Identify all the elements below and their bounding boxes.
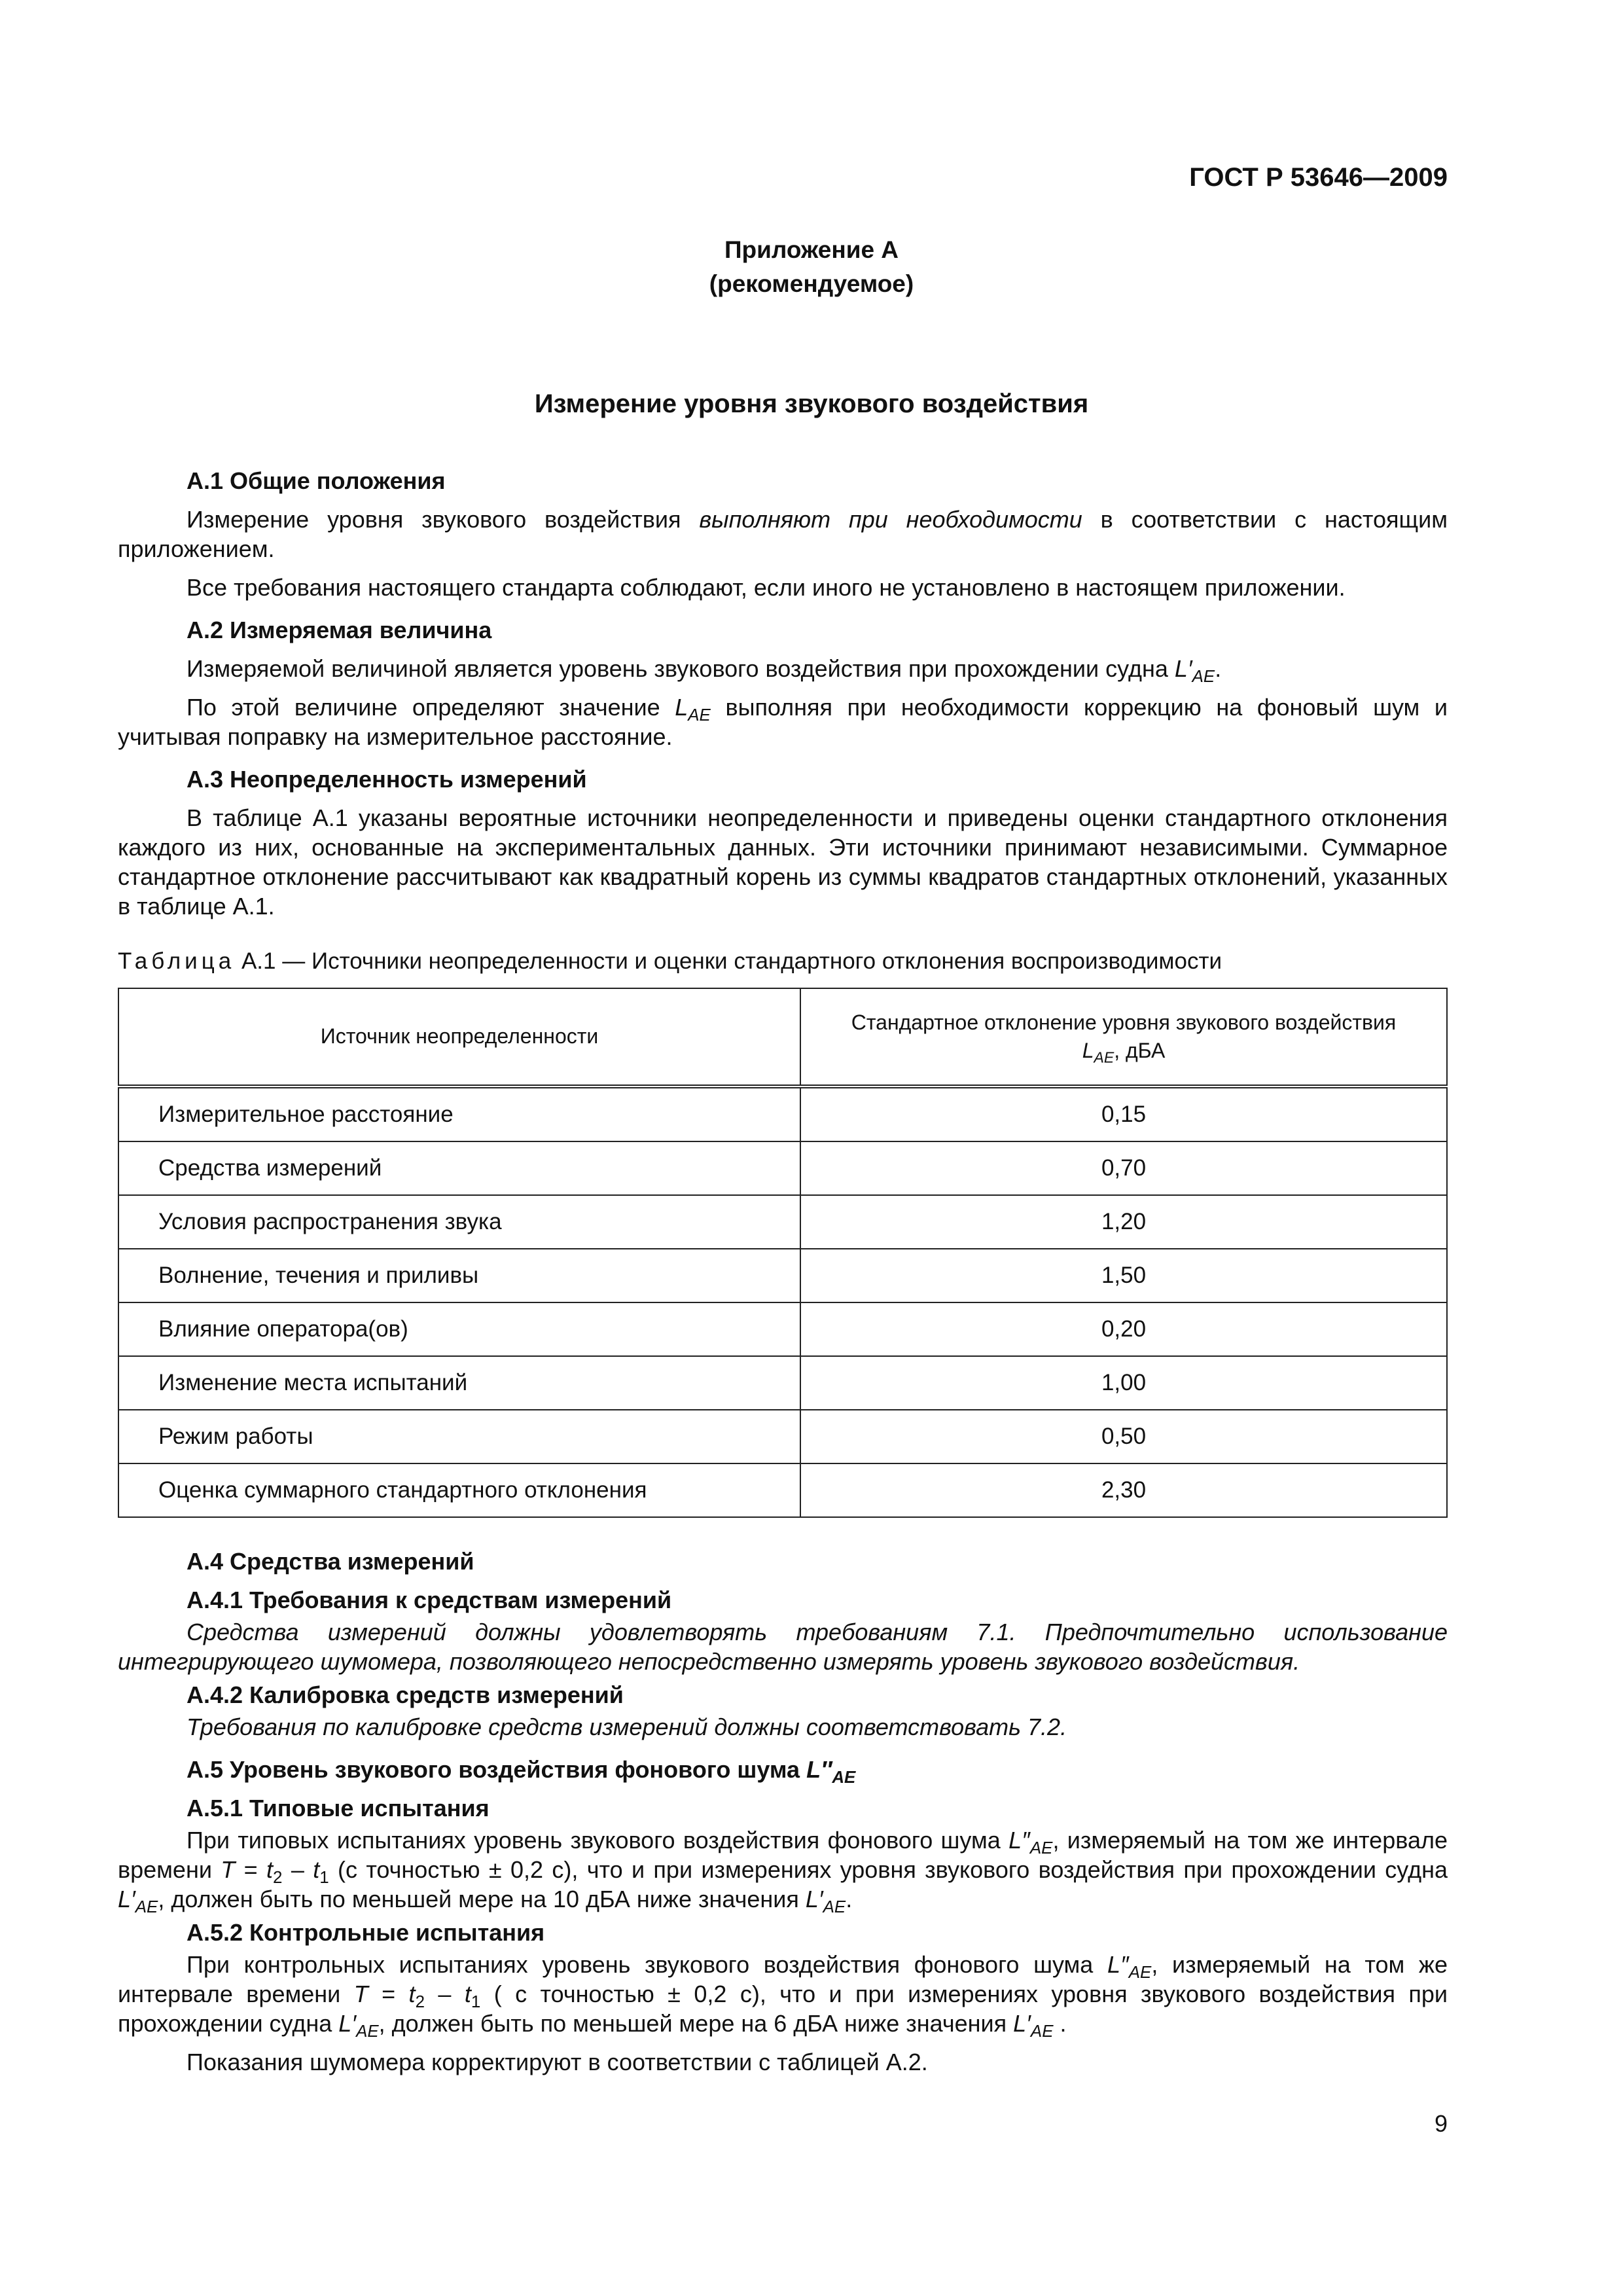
section-a5-heading-text: А.5 Уровень звукового воздействия фонового шума: [187, 1755, 800, 1783]
table-row: [118, 1463, 1447, 1517]
text-span: в соответствии с настоящим приложением.: [118, 506, 1448, 562]
table-row: [118, 1086, 1447, 1141]
annex-title: Измерение уровня звукового воздействия: [534, 389, 1089, 418]
text-span: По этой величине определяют значение: [187, 694, 660, 721]
symbol-lae-double-prime: $L''_{AE}$: [806, 1755, 856, 1787]
table-caption-text: А.1 — Источники неопределенности и оценки стандартного отклонения воспроизводимости: [235, 948, 1222, 974]
section-a42-paragraph: Требования по калибровке средств измерений должны соответствовать 7.2.: [187, 1713, 1067, 1740]
uncertainty-table: [118, 988, 1448, 1518]
text-span: (с точностью ± 0,2 с), что и при измерениях уровня звукового воздействия при прохождении судна: [338, 1856, 1448, 1883]
section-a3-heading: А.3 Неопределенность измерений: [187, 766, 587, 793]
section-a2-paragraph-2: [118, 692, 1448, 751]
italic-text: выполняют при необходимости: [699, 506, 1082, 533]
section-a2-heading: А.2 Измеряемая величина: [187, 617, 492, 643]
annex-type: (рекомендуемое): [709, 270, 914, 297]
formula-t2: t: [408, 1980, 416, 2007]
table-row: [118, 1141, 1447, 1195]
section-a52-heading: А.5.2 Контрольные испытания: [187, 1918, 545, 1946]
section-a3-paragraph-1: В таблице А.1 указаны вероятные источники неопределенности и приведены оценки стандартного отклонения каждого из них, основанные на экспериментальных данных. Эти источники принимают независимыми. Суммарное стандартное отклонение рассчитывают как квадратный корень из суммы квадратов стандартных отклонений, указанных в таблице А.1.: [118, 804, 1448, 920]
table-cell-source: Влияние оператора(ов): [118, 1302, 800, 1356]
table-row: [118, 1356, 1447, 1410]
section-a42-heading: А.4.2 Калибровка средств измерений: [187, 1681, 624, 1708]
symbol-lae-prime: $L'_{AE}$: [1013, 2009, 1054, 2041]
table-cell-value: 0,20: [800, 1302, 1447, 1356]
text-span: При типовых испытаниях уровень звукового воздействия фонового шума: [187, 1826, 1001, 1854]
symbol-lae-prime: $L'_{AE}$: [1174, 655, 1215, 687]
formula-time-interval: T: [221, 1856, 236, 1883]
symbol-lae-double-prime: $L''_{AE}$: [1008, 1826, 1053, 1857]
column-header-deviation: [800, 988, 1447, 1086]
table-row: [118, 1249, 1447, 1302]
section-a41-paragraph: Средства измерений должны удовлетворять требованиям 7.1. Предпочтительно использование интегрирующего шумомера, позволяющего непосредственно измерять уровень звукового воздействия.: [118, 1618, 1448, 1675]
section-a51-heading: А.5.1 Типовые испытания: [187, 1794, 490, 1821]
document-id: ГОСТ Р 53646—2009: [1189, 163, 1448, 192]
symbol-lae-double-prime: $L''_{AE}$: [1107, 1950, 1152, 1982]
annex-header: [0, 233, 1623, 301]
section-a52-paragraph-2: Показания шумомера корректируют в соответствии с таблицей А.2.: [187, 2048, 928, 2075]
table-cell-value: 0,50: [800, 1410, 1447, 1463]
table-cell-source: Оценка суммарного стандартного отклонения: [118, 1463, 800, 1517]
symbol-lae-prime: $L'_{AE}$: [118, 1885, 158, 1916]
formula-t1: t: [464, 1980, 471, 2007]
section-a41-heading: А.4.1 Требования к средствам измерений: [187, 1586, 672, 1613]
formula-t1: t: [313, 1856, 320, 1883]
section-a52-paragraph: При контрольных испытаниях уровень звукового воздействия фонового шума $L''_{AE}$, измеряемый на том же интервале времени $T = t_2 - t_1$ ( с точностью ± 0,2 с), что и при измерениях уровня звукового воздействия при прохождении судна $L'_{AE}$, должен быть по меньшей мере на 6 дБА ниже значения $L'_{AE}$ .: [118, 1950, 1448, 2041]
table-cell-source: Волнение, течения и приливы: [118, 1249, 800, 1302]
table-header-row: [118, 988, 1447, 1086]
text-span: , измеряемый на том же интервале времени: [118, 1826, 1448, 1883]
text-span: , должен быть по меньшей мере на 10 дБА ниже значения: [158, 1885, 799, 1912]
column-header-unit: , дБА: [1114, 1038, 1166, 1062]
text-span: Измеряемой величиной является уровень звукового воздействия при прохождении судна: [187, 655, 1168, 682]
table-cell-value: 1,50: [800, 1249, 1447, 1302]
symbol-lae-prime: $L'_{AE}$: [338, 2009, 379, 2041]
table-row: [118, 1302, 1447, 1356]
annex-body: [118, 466, 1448, 2077]
table-row: [118, 1410, 1447, 1463]
section-a5-heading: [118, 1755, 1448, 1787]
table-caption: [118, 947, 1448, 976]
table-row: [118, 1195, 1447, 1249]
section-a1-paragraph-1: [118, 505, 1448, 564]
text-span: , должен быть по меньшей мере на 6 дБА ниже значения: [378, 2009, 1007, 2037]
table-cell-value: 1,20: [800, 1195, 1447, 1249]
symbol-lae-prime: $L'_{AE}$: [805, 1885, 846, 1916]
formula-t2: t: [266, 1856, 274, 1883]
table-cell-source: Режим работы: [118, 1410, 800, 1463]
table-cell-value: 0,70: [800, 1141, 1447, 1195]
section-a1-heading: А.1 Общие положения: [187, 467, 446, 494]
symbol-lae: $L_{AE}$: [675, 694, 711, 725]
text-span: выполняя при необходимости коррекцию на фоновый шум и учитывая поправку на измерительное расстояние.: [118, 694, 1448, 750]
page-number: 9: [1434, 2110, 1448, 2137]
section-a2-paragraph-1: Измеряемой величиной является уровень звукового воздействия при прохождении судна $L'_{AE}$.: [187, 655, 1222, 687]
section-a4-heading: А.4 Средства измерений: [187, 1547, 474, 1575]
table-cell-source: Измерительное расстояние: [118, 1086, 800, 1141]
table-cell-source: Изменение места испытаний: [118, 1356, 800, 1410]
symbol-lae: $L_{AE}$: [1082, 1038, 1115, 1066]
table-cell-value: 0,15: [800, 1086, 1447, 1141]
text-span: , измеряемый на том же интервале времени: [118, 1950, 1448, 2007]
text-span: При контрольных испытаниях уровень звукового воздействия фонового шума: [187, 1950, 1094, 1978]
table-caption-label: Таблица: [118, 948, 236, 974]
section-a51-paragraph: При типовых испытаниях уровень звукового воздействия фонового шума $L''_{AE}$, измеряемый на том же интервале времени $T = t_2 - t_1$ (с точностью ± 0,2 с), что и при измерениях уровня звукового воздействия при прохождении судна $L'_{AE}$, должен быть по меньшей мере на 10 дБА ниже значения $L'_{AE}$.: [118, 1826, 1448, 1916]
table-cell-value: 1,00: [800, 1356, 1447, 1410]
text-span: ( с точностью ± 0,2 с), что и при измерениях уровня звукового воздействия при прохождении судна: [118, 1980, 1448, 2037]
formula-time-interval: T: [353, 1980, 368, 2007]
annex-label: Приложение А: [724, 236, 899, 263]
section-a1-paragraph-2: Все требования настоящего стандарта соблюдают, если иного не установлено в настоящем приложении.: [187, 574, 1346, 601]
text-span: Измерение уровня звукового воздействия: [187, 506, 700, 533]
table-cell-source: Средства измерений: [118, 1141, 800, 1195]
table-cell-source: Условия распространения звука: [118, 1195, 800, 1249]
column-header-source: Источник неопределенности: [118, 988, 800, 1086]
column-header-deviation-text: Стандартное отклонение уровня звукового воздействия: [851, 1010, 1397, 1034]
table-cell-value: 2,30: [800, 1463, 1447, 1517]
